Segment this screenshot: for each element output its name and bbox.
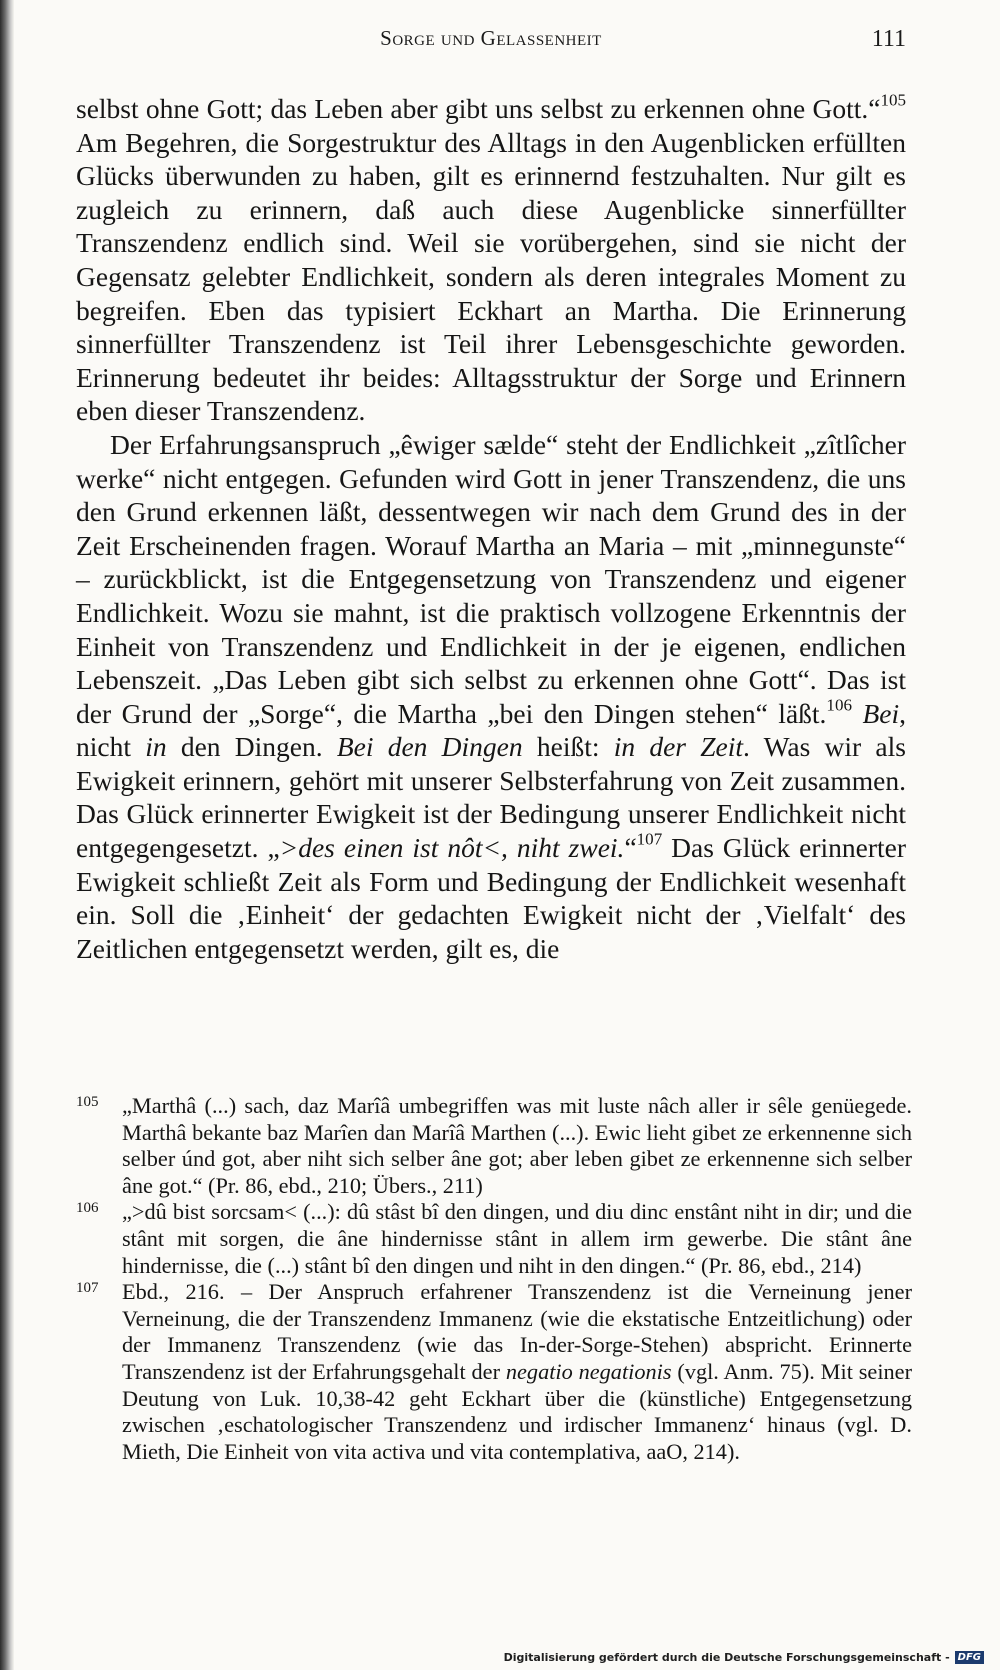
dfg-logo: DFG bbox=[955, 1651, 984, 1664]
emphasis: in bbox=[145, 731, 167, 763]
main-text bbox=[76, 92, 906, 965]
footnote-number: 106 bbox=[76, 1200, 99, 1217]
quotation-italic: >des einen ist nôt<, niht zwei. bbox=[279, 832, 625, 864]
paragraph-text: . Was wir als Ewigkeit erinnern, gehört mit unserer Selbsterfahrung von Zeit zusammen. Das Glück erinnerter Ewigkeit ist der Bedingung unserer Endlichkeit nicht entgegengesetzt. „ bbox=[76, 731, 906, 864]
paragraph bbox=[76, 428, 906, 966]
paragraph-text: heißt: bbox=[522, 731, 614, 763]
footnote-reference: 106 bbox=[826, 695, 852, 715]
footnote-107 bbox=[76, 1279, 912, 1465]
footnote-106 bbox=[76, 1199, 912, 1279]
paragraph-text bbox=[852, 698, 863, 729]
footnote-reference: 105 bbox=[880, 90, 906, 110]
paragraph bbox=[76, 92, 906, 428]
credit-text: Digitalisierung gefördert durch die Deutsche Forschungsgemeinschaft - bbox=[503, 1651, 950, 1664]
emphasis: in der Zeit bbox=[613, 731, 744, 763]
page-number: 111 bbox=[871, 26, 906, 52]
footnote-text: „Marthâ (...) sach, daz Marîâ umbegriffen was mit luste nâch aller ir sêle genüegede. Marthâ bekante baz Marîen dan Marîâ Marthen (...). Ewic lieht gibet ze erkennenne sich selber únd got, aber niht sich selber âne got; aber leben gibet ze erkennenne sich selber âne got.“ (Pr. 86, ebd., 210; Übers., 211) bbox=[122, 1093, 912, 1198]
footnote-number: 105 bbox=[76, 1094, 99, 1110]
running-title: Sorge und Gelassenheit bbox=[380, 26, 602, 50]
paragraph-text: Das Glück erinnerter Ewigkeit schließt Zeit als Form und Bedingung der Endlichkeit wesenhaft ein. Soll die ‚Einheit‘ der gedachten Ewigkeit nicht der ‚Vielfalt‘ des Zeitlichen entgegensetzt werden, gilt es, die bbox=[76, 832, 906, 964]
book-binding-edge bbox=[0, 0, 14, 1670]
footnote-text: „>dû bist sorcsam< (...): dû stâst bî den dingen, und diu dinc enstânt niht in dir; und die stânt mit sorgen, die âne hindernisse stânt in allem irm gewerbe. Die stânt âne hindernisse, die (...) stânt bî den dingen und niht in den dingen.“ (Pr. 86, ebd., 214) bbox=[122, 1199, 912, 1278]
paragraph-text: “ bbox=[624, 832, 637, 864]
footnote-reference: 107 bbox=[636, 829, 663, 849]
emphasis: Bei bbox=[862, 697, 900, 729]
emphasis: Bei den Dingen bbox=[336, 731, 523, 763]
footnote-number: 107 bbox=[76, 1280, 99, 1297]
paragraph-text: , nicht bbox=[76, 697, 906, 763]
footnotes bbox=[76, 1093, 912, 1465]
paragraph-text: selbst ohne Gott; das Leben aber gibt uns selbst zu erkennen ohne Gott.“ bbox=[76, 93, 881, 124]
footnote-italic: negatio negationis bbox=[505, 1358, 672, 1384]
running-head bbox=[76, 26, 906, 62]
digitization-credit bbox=[504, 1651, 984, 1664]
paragraph-text: den Dingen. bbox=[166, 731, 337, 763]
paragraph-text: Der Erfahrungsanspruch „êwiger sælde“ steht der Endlichkeit „zîtlîcher werke“ nicht entgegen. Gefunden wird Gott in jener Transzendenz, die uns den Grund erkennen läßt, dessentwegen wir nach dem Grund des in der Zeit Erscheinenden fragen. Worauf Martha an Maria – mit „minnegunste“ – zurückblickt, ist die Entgegensetzung von Transzendenz und eigener Endlichkeit. Wozu sie mahnt, ist die praktisch vollzogene Erkenntnis der Einheit von Transzendenz und Endlichkeit in der je eigenen, endlichen Lebenszeit. „Das Leben gibt sich selbst zu erkennen ohne Gott“. Das ist der Grund der „Sorge“, die Martha „bei den Dingen stehen“ läßt. bbox=[76, 428, 906, 729]
footnote-text: (vgl. Anm. 75). Mit seiner Deutung von Luk. 10,38-42 geht Eckhart über die (künstliche) Entgegensetzung zwischen ‚eschatologischer Transzendenz und irdischer Immanenz‘ hinaus (vgl. D. Mieth, Die Einheit von vita activa und vita contemplativa, aaO, 214). bbox=[122, 1358, 912, 1464]
paragraph-text: Am Begehren, die Sorgestruktur des Alltags in den Augenblicken erfüllten Glücks überwunden zu haben, gilt es erinnernd festzuhalten. Nur gilt es zugleich zu erinnern, daß auch diese Augenblicke sinnerfüllter Transzendenz endlich sind. Weil sie vorübergehen, sind sie nicht der Gegensatz gelebter Endlichkeit, sondern als deren integrales Moment zu begreifen. Eben das typisiert Eckhart an Martha. Die Erinnerung sinnerfüllter Transzendenz ist Teil ihrer Lebensgeschichte geworden. Erinnerung bedeutet ihr beides: Alltagsstruktur der Sorge und Erinnern eben dieser Transzendenz. bbox=[76, 126, 906, 427]
footnote-text: Ebd., 216. – Der Anspruch erfahrener Transzendenz ist die Verneinung jener Verneinung, die der Transzendenz Immanenz (wie die ekstatische Entzeitlichung) oder der Immanenz Transzendenz (wie das In-der-Sorge-Stehen) abspricht. Erinnerte Transzendenz ist der Erfahrungsgehalt der bbox=[122, 1279, 912, 1384]
footnote-105 bbox=[76, 1093, 912, 1199]
